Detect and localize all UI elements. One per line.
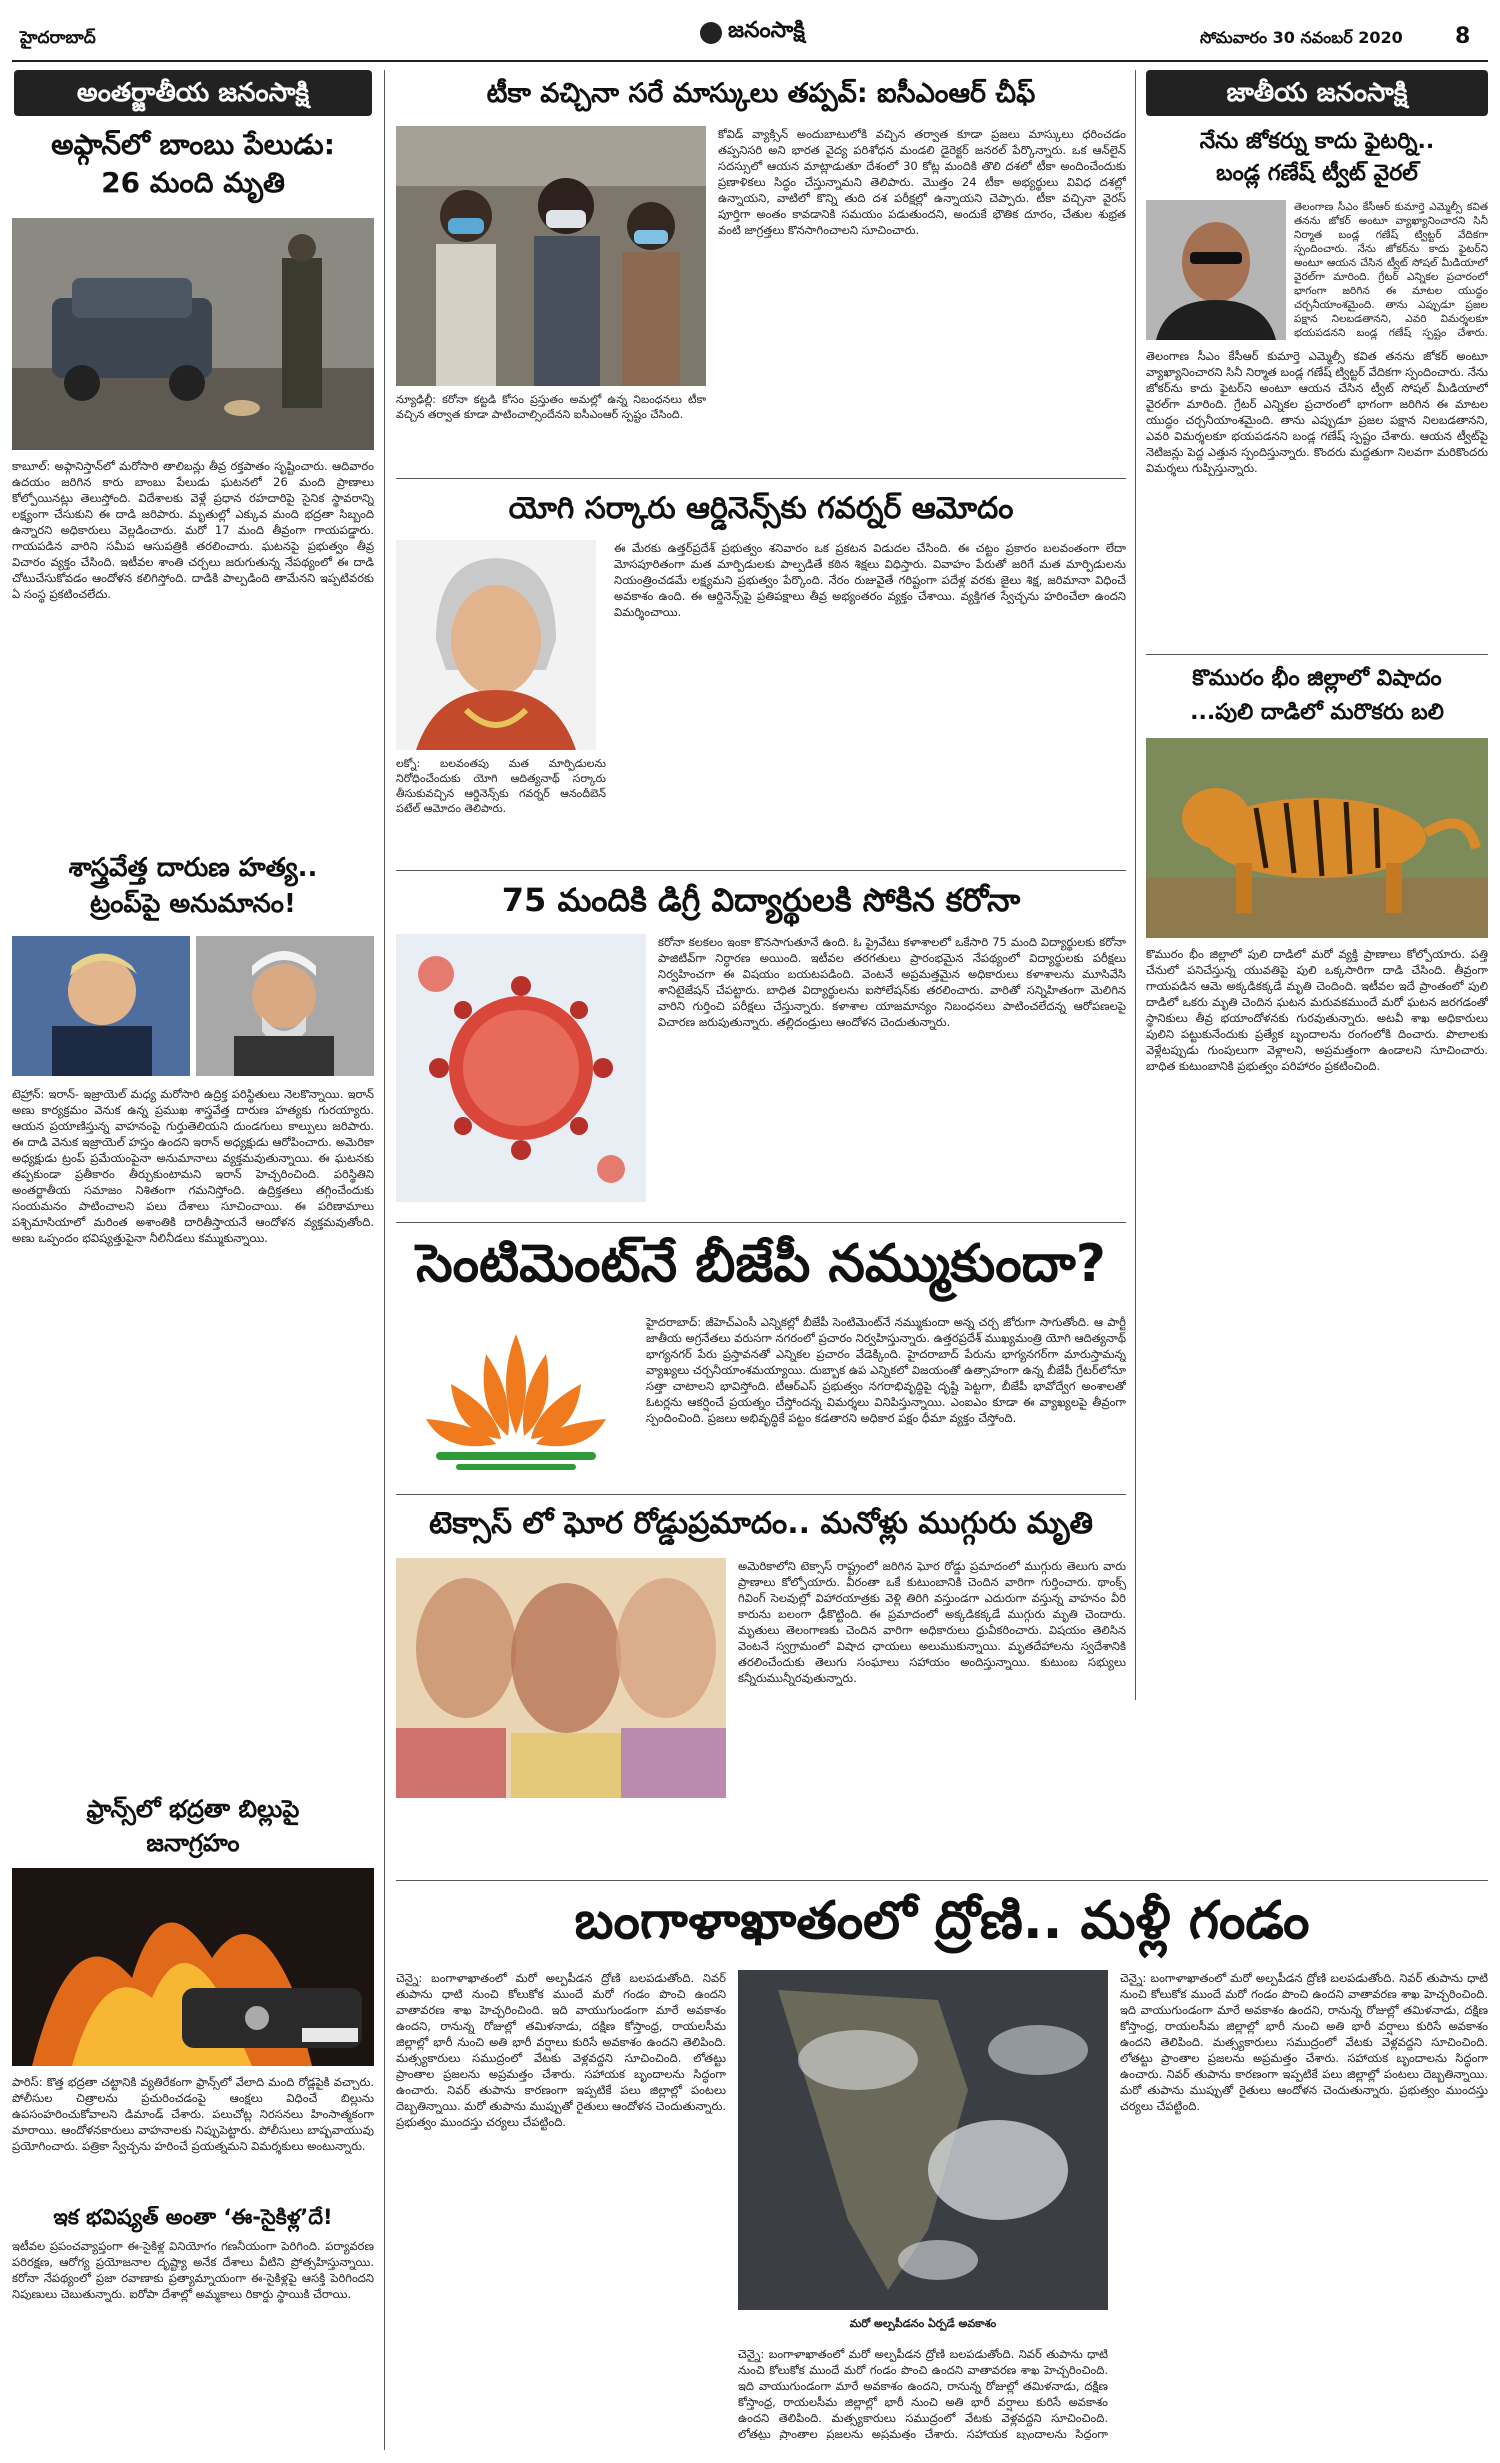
rule-cyclone-top [396, 1880, 1488, 1881]
photo-masked-crowd [396, 126, 706, 386]
photo-governor-portrait [396, 540, 596, 750]
story-cyclone-headline: బంగాళాఖాతంలో ద్రోణి.. మళ్లీ గండం [574, 1891, 1310, 1951]
section-tag-national: జాతీయ జనంసాక్షి [1146, 70, 1488, 116]
story-bandla-headline [1146, 126, 1488, 190]
rule-3 [396, 1222, 1126, 1223]
story-tiger-headline [1146, 662, 1488, 730]
photo-coronavirus [396, 934, 646, 1202]
story-bandla-body-cont: తెలంగాణ సీఎం కేసీఆర్ కుమార్తె ఎమ్మెల్సీ కవిత తనను జోకర్ అంటూ వ్యాఖ్యానించారని సినీ నిర్మాత బండ్ల గణేష్ ట్విట్టర్ వేదికగా స్పందించారు. నేను జోకర్‌ను కాదు ఫైటర్‌ని అంటూ ఆయన చేసిన ట్వీట్ సోషల్ మీడియాలో వైరల్‌గా మారింది. గ్రేటర్ ఎన్నికల ప్రచారంలో భాగంగా జరిగిన ఈ మాటల యుద్ధం చర్చనీయాంశమైంది. తాను ఎప్పుడూ ప్రజల పక్షాన నిలబడతానని, ఎవరి విమర్శలకూ భయపడనని బండ్ల గణేష్ స్పష్టం చేశారు. ఆయన ట్వీట్‌పై నెటిజన్లు పెద్ద ఎత్తున స్పందిస్తున్నారు. కొందరు మద్దతుగా నిలవగా మరికొందరు విమర్శలు గుప్పిస్తున్నారు. [1146, 349, 1488, 475]
right-column [1146, 70, 1488, 1710]
story-cyclone-body-mid: చెన్నై: బంగాళాఖాతంలో మరో అల్పపీడన ద్రోణి బలపడుతోంది. నివర్ తుపాను ధాటి నుంచి కోలుకోక ముందే మరో గండం పొంచి ఉందని వాతావరణ శాఖ హెచ్చరించింది. ఇది వాయుగుండంగా మారే అవకాశం ఉందని, రానున్న రోజుల్లో తమిళనాడు, దక్షిణ కోస్తాంధ్ర, రాయలసీమ జిల్లాల్లో భారీ నుంచి అతి భారీ వర్షాలు కురిసే అవకాశం ఉందని తెలిపింది. మత్స్యకారులు సముద్రంలో వేటకు వెళ్లవద్దని సూచించింది. లోతట్టు ప్రాంతాల ప్రజలను అప్రమత్తం చేశారు. సహాయక బృందాలను సిద్ధంగా [738, 2347, 1108, 2440]
story-france-headline-line1: ఫ్రాన్స్‌లో భద్రతా బిల్లుపై [86, 1795, 300, 1823]
story-tiger-headline-line1: కొమురం భీం జిల్లాలో విషాదం [1192, 666, 1442, 691]
story-tiger-headline-line2: ...పులి దాడిలో మరొకరు బలి [1190, 700, 1444, 725]
photo-bandla-ganesh [1146, 200, 1286, 340]
story-ecycle-body: ఇటీవల ప్రపంచవ్యాప్తంగా ఈ-సైకిళ్ల వినియోగం గణనీయంగా పెరిగింది. పర్యావరణ పరిరక్షణ, ఆరోగ్య ప్రయోజనాల దృష్ట్యా అనేక దేశాలు వీటిని ప్రోత్సహిస్తున్నాయి. కరోనా నేపథ్యంలో ప్రజా రవాణాకు ప్రత్యామ్నాయంగా ఈ-సైకిళ్లపై ఆసక్తి పెరిగిందని నిపుణులు చెబుతున్నారు. ఐరోపా దేశాల్లో అమ్మకాలు రికార్డు స్థాయికి చేరాయి. [12, 2239, 374, 2301]
story-icmr-body: కోవిడ్ వ్యాక్సిన్ అందుబాటులోకి వచ్చిన తర్వాత కూడా ప్రజలు మాస్కులు ధరించడం తప్పనిసరి అని భారత వైద్య పరిశోధన మండలి డైరెక్టర్ జనరల్ పేర్కొన్నారు. ఒక ఆన్‌లైన్ సదస్సులో ఆయన మాట్లాడుతూ దేశంలో 30 కోట్ల మందికి తొలి దశలో టీకా అందించేందుకు ప్రణాళికలు సిద్ధం చేస్తున్నామని తెలిపారు. మొత్తం 24 టీకా అభ్యర్థులు వివిధ దశల్లో ఉన్నాయని, వాటిలో కొన్ని తుది దశ పరీక్షల్లో ఉన్నాయని చెప్పారు. టీకా వచ్చినా వైరస్ పూర్తిగా అంతం కావడానికి సమయం పడుతుందని, అందుకే భౌతిక దూరం, చేతుల శుభ్రత వంటి జాగ్రత్తలు కొనసాగించాలని సూచించారు. [718, 127, 1126, 237]
masthead [700, 18, 805, 48]
story-yogi-headline: యోగి సర్కారు ఆర్డినెన్స్‌కు గవర్నర్ ఆమోదం [508, 491, 1014, 526]
story-cyclone-body-left: చెన్నై: బంగాళాఖాతంలో మరో అల్పపీడన ద్రోణి బలపడుతోంది. నివర్ తుపాను ధాటి నుంచి కోలుకోక ముందే మరో గండం పొంచి ఉందని వాతావరణ శాఖ హెచ్చరించింది. ఇది వాయుగుండంగా మారే అవకాశం ఉందని, రానున్న రోజుల్లో తమిళనాడు, దక్షిణ కోస్తాంధ్ర, రాయలసీమ జిల్లాల్లో భారీ నుంచి అతి భారీ వర్షాలు కురిసే అవకాశం ఉందని తెలిపింది. మత్స్యకారులు సముద్రంలో వేటకు వెళ్లవద్దని సూచించింది. లోతట్టు ప్రాంతాల ప్రజలను అప్రమత్తం చేశారు. సహాయక బృందాలను సిద్ధంగా ఉంచారు. నివర్ తుపాను కారణంగా ఇప్పటికే పలు జిల్లాల్లో పంటలు దెబ్బతిన్నాయి. మరో తుపాను ముప్పుతో రైతులు ఆందోళన చెందుతున్నారు. ప్రభుత్వం ముందస్తు చర్యలు చేపట్టింది. [396, 1971, 726, 2129]
story-ecycle-headline: ఇక భవిష్యత్ అంతా ‘ఈ-సైకిళ్ల’దే! [53, 2205, 333, 2229]
photo-accident-victims [396, 1558, 726, 1798]
story-icmr-headline: టీకా వచ్చినా సరే మాస్కులు తప్పవ్: ఐసీఎంఆర్ చీఫ్ [486, 78, 1036, 109]
story-bjp-headline: సెంటిమెంట్‌నే బీజేపీ నమ్ముకుందా? [416, 1234, 1106, 1294]
rule-4 [396, 1494, 1126, 1495]
bjp-lotus-logo [396, 1314, 636, 1484]
cyclone-story [396, 1880, 1488, 2450]
header-location: హైదరాబాద్ [20, 28, 96, 48]
rule-1 [396, 478, 1126, 479]
story-afghan-body: కాబూల్: అఫ్గానిస్తాన్‌లో మరోసారి తాలిబన్లు తీవ్ర రక్తపాతం సృష్టించారు. ఆదివారం ఉదయం జరిగిన కారు బాంబు పేలుడు ఘటనలో 26 మంది ప్రాణాలు కోల్పోయినట్లు తెలుస్తోంది. విదేశాలకు వెళ్లే ప్రధాన రహదారిపై సైనిక స్థావరాన్ని లక్ష్యంగా చేసుకుని ఈ దాడి జరిపారు. మృతుల్లో ఎక్కువ మంది భద్రతా సిబ్బంది ఉన్నారని అధికారులు వెల్లడించారు. మరో 17 మంది తీవ్రంగా గాయపడ్డారు. గాయపడిన వారిని సమీప ఆసుపత్రికి తరలించారు. ఘటనపై ప్రభుత్వం తీవ్ర విచారం వ్యక్తం చేసింది. ఇటీవల శాంతి చర్చలు జరుగుతున్న నేపథ్యంలో ఈ దాడి చోటుచేసుకోవడం ఆందోళన కలిగిస్తోంది. దాడికి పాల్పడింది తామేనని ఇప్పటివరకు ఏ సంస్థ ప్రకటించలేదు. [12, 459, 374, 601]
photo-trump-rouhani [12, 936, 374, 1076]
photo-satellite-map [738, 1970, 1108, 2310]
story-texas-headline: టెక్సాస్ లో ఘోర రోడ్డుప్రమాదం.. మనోళ్లు ముగ్గురు మృతి [429, 1506, 1093, 1541]
story-cyclone-body-right: చెన్నై: బంగాళాఖాతంలో మరో అల్పపీడన ద్రోణి బలపడుతోంది. నివర్ తుపాను ధాటి నుంచి కోలుకోక ముందే మరో గండం పొంచి ఉందని వాతావరణ శాఖ హెచ్చరించింది. ఇది వాయుగుండంగా మారే అవకాశం ఉందని, రానున్న రోజుల్లో తమిళనాడు, దక్షిణ కోస్తాంధ్ర, రాయలసీమ జిల్లాల్లో భారీ నుంచి అతి భారీ వర్షాలు కురిసే అవకాశం ఉందని తెలిపింది. మత్స్యకారులు సముద్రంలో వేటకు వెళ్లవద్దని సూచించింది. లోతట్టు ప్రాంతాల ప్రజలను అప్రమత్తం చేశారు. సహాయక బృందాలను సిద్ధంగా ఉంచారు. నివర్ తుపాను కారణంగా ఇప్పటికే పలు జిల్లాల్లో పంటలు దెబ్బతిన్నాయి. మరో తుపాను ముప్పుతో రైతులు ఆందోళన చెందుతున్నారు. ప్రభుత్వం ముందస్తు చర్యలు చేపట్టింది. [1120, 1971, 1488, 2113]
story-scientist-headline [12, 850, 374, 922]
story-scientist-body: టెహ్రాన్: ఇరాన్- ఇజ్రాయెల్ మధ్య మరోసారి ఉద్రిక్త పరిస్థితులు నెలకొన్నాయి. ఇరాన్ అణు కార్యక్రమం వెనుక ఉన్న ప్రముఖ శాస్త్రవేత్త దారుణ హత్యకు గురయ్యారు. ఆయన ప్రయాణిస్తున్న వాహనంపై గుర్తుతెలియని దుండగులు కాల్పులు జరిపారు. ఈ దాడి వెనుక ఇజ్రాయెల్ హస్తం ఉందని ఇరాన్ అధ్యక్షుడు ఆరోపించారు. అమెరికా అధ్యక్షుడు ట్రంప్ ప్రమేయంపైనా అనుమానాలు వ్యక్తమవుతున్నాయి. ఈ ఘటనకు తప్పకుండా ప్రతీకారం తీర్చుకుంటామని ఇరాన్ హెచ్చరించింది. పరిస్థితిని అంతర్జాతీయ సమాజం నిశితంగా గమనిస్తోంది. ఉద్రిక్తతలు తగ్గించేందుకు సంయమనం పాటించాలని పలు దేశాలు సూచించాయి. ఈ పరిణామాలు పశ్చిమాసియాలో మరింత అశాంతికి దారితీస్తాయనే ఆందోళన వ్యక్తమవుతోంది. అణు ఒప్పందం భవిష్యత్తుపైనా నీలినీడలు కమ్ముకున్నాయి. [12, 1087, 374, 1245]
story-afghan-headline-line2: 26 మంది మృతి [101, 166, 285, 199]
header-date: సోమవారం 30 నవంబర్ 2020 [1200, 28, 1403, 47]
story-covid-students-headline: 75 మందికి డిగ్రీ విద్యార్థులకి సోకిన కరోనా [501, 881, 1021, 919]
masthead-logo-icon [700, 22, 722, 44]
page-number: 8 [1455, 24, 1471, 49]
story-covid-students-body: కరోనా కలకలం ఇంకా కొనసాగుతూనే ఉంది. ఓ ప్రైవేటు కళాశాలలో ఒకేసారి 75 మంది విద్యార్థులకు కరోనా పాజిటివ్‌గా నిర్ధారణ అయింది. ఇటీవల తరగతులు ప్రారంభమైన నేపథ్యంలో విద్యార్థులకు పరీక్షలు నిర్వహించగా ఈ విషయం బయటపడింది. వెంటనే అప్రమత్తమైన అధికారులు కళాశాలను మూసివేసి శానిటైజేషన్ చేపట్టారు. బాధిత విద్యార్థులను ఐసోలేషన్‌కు తరలించారు. వారితో సన్నిహితంగా మెలిగిన వారిని గుర్తించి పరీక్షలు చేస్తున్నారు. కళాశాల యాజమాన్యం నిబంధనలు పాటించలేదన్న ఆరోపణలపై విచారణ జరుపుతున్నారు. తల్లిదండ్రులు ఆందోళన చెందుతున్నారు. [658, 935, 1126, 1029]
story-texas-body: అమెరికాలోని టెక్సాస్ రాష్ట్రంలో జరిగిన ఘోర రోడ్డు ప్రమాదంలో ముగ్గురు తెలుగు వారు ప్రాణాలు కోల్పోయారు. వీరంతా ఒకే కుటుంబానికి చెందిన వారిగా గుర్తించారు. థాంక్స్ గివింగ్ సెలవుల్లో విహారయాత్రకు వెళ్లి తిరిగి వస్తుండగా ఎదురుగా వస్తున్న వాహనం వీరి కారును బలంగా ఢీకొట్టింది. ఈ ప్రమాదంలో అక్కడికక్కడే ముగ్గురు మృతి చెందారు. మృతులు తెలంగాణకు చెందిన వారిగా అధికారులు ధ్రువీకరించారు. విషయం తెలిసిన వెంటనే స్వగ్రామంలో విషాద ఛాయలు అలుముకున్నాయి. మృతదేహాలను స్వదేశానికి తరలించేందుకు తెలుగు సంఘాలు సహాయం అందిస్తున్నాయి. కుటుంబ సభ్యులు కన్నీరుమున్నీరవుతున్నారు. [738, 1559, 1126, 1685]
section-tag-international: అంతర్జాతీయ జనంసాక్షి [14, 70, 372, 116]
photo-satellite-caption: మరో అల్పపీడనం ఏర్పడే అవకాశం [849, 2317, 997, 2330]
story-bandla-headline-line2: బండ్ల గణేష్ ట్వీట్ వైరల్ [1216, 161, 1418, 186]
photo-blast-vehicle [12, 218, 374, 450]
story-bandla-headline-line1: నేను జోకర్ను కాదు ఫైటర్ని.. [1199, 129, 1435, 154]
page-header [0, 0, 1500, 62]
photo-governor-caption: లక్నో: బలవంతపు మత మార్పిడులను నిరోధించేందుకు యోగి ఆదిత్యనాథ్ సర్కారు తీసుకువచ్చిన ఆర్డినెన్స్‌కు గవర్నర్ ఆనందీబెన్ పటేల్ ఆమోదం తెలిపారు. [396, 757, 606, 815]
story-tiger-body: కొమురం భీం జిల్లాలో పులి దాడిలో మరో వ్యక్తి ప్రాణాలు కోల్పోయారు. పత్తి చేనులో పనిచేస్తున్న యువతిపై పులి ఒక్కసారిగా దాడి చేసింది. తీవ్రంగా గాయపడిన ఆమె అక్కడికక్కడే మృతి చెందింది. ఇటీవల ఇదే ప్రాంతంలో పులి దాడిలో ఒకరు మృతి చెందిన ఘటన మరువకముందే మరో ఘటన జరగడంతో స్థానికులు తీవ్ర భయాందోళనకు గురవుతున్నారు. అటవీ శాఖ అధికారులు పులిని పట్టుకునేందుకు ప్రత్యేక బృందాలను రంగంలోకి దించారు. పొలాలకు వెళ్లేటప్పుడు గుంపులుగా వెళ్లాలని, అప్రమత్తంగా ఉండాలని సూచించారు. బాధిత కుటుంబానికి ప్రభుత్వం పరిహారం ప్రకటించింది. [1146, 947, 1488, 1073]
masthead-title: జనంసాక్షి [728, 18, 805, 43]
story-bjp-body: హైదరాబాద్: జీహెచ్ఎంసీ ఎన్నికల్లో బీజేపీ సెంటిమెంట్‌నే నమ్ముకుందా అన్న చర్చ జోరుగా సాగుతోంది. ఆ పార్టీ జాతీయ అగ్రనేతలు వరుసగా నగరంలో ప్రచారం నిర్వహిస్తున్నారు. ఉత్తరప్రదేశ్ ముఖ్యమంత్రి యోగి ఆదిత్యనాథ్ భాగ్యనగర్ పేరు ప్రస్తావనతో ఎన్నికల ప్రచారం వేడెక్కింది. హైదరాబాద్ పేరును భాగ్యనగర్‌గా మారుస్తామన్న వ్యాఖ్యలు చర్చనీయాంశమయ్యాయి. దుబ్బాక ఉప ఎన్నికలో విజయంతో ఉత్సాహంగా ఉన్న బీజేపీ గ్రేటర్‌లోనూ సత్తా చాటాలని భావిస్తోంది. టీఆర్ఎస్ ప్రభుత్వం నగరాభివృద్ధిపై దృష్టి పెట్టగా, బీజేపీ భావోద్వేగ అంశాలతో ఓటర్లను ఆకర్షించే ప్రయత్నం చేస్తోందన్న విమర్శలు వినిపిస్తున్నాయి. ఎంఐఎం కూడా ఈ వ్యాఖ్యలపై తీవ్రంగా స్పందించింది. ప్రజలు అభివృద్ధికే పట్టం కడతారని అధికార పక్షం ధీమా వ్యక్తం చేస్తోంది. [646, 1315, 1126, 1425]
story-afghan-headline [12, 126, 374, 202]
story-france-headline-line2: జనాగ్రహం [146, 1829, 240, 1857]
column-rule-left [384, 70, 385, 2450]
column-rule-right [1135, 70, 1136, 1700]
photo-burning-car [12, 1868, 374, 2066]
story-bandla-body: తెలంగాణ సీఎం కేసీఆర్ కుమార్తె ఎమ్మెల్సీ కవిత తనను జోకర్ అంటూ వ్యాఖ్యానించారని సినీ నిర్మాత బండ్ల గణేష్ ట్విట్టర్ వేదికగా స్పందించారు. నేను జోకర్‌ను కాదు ఫైటర్‌ని అంటూ ఆయన చేసిన ట్వీట్ సోషల్ మీడియాలో వైరల్‌గా మారింది. గ్రేటర్ ఎన్నికల ప్రచారంలో భాగంగా జరిగిన ఈ మాటల యుద్ధం చర్చనీయాంశమైంది. తాను ఎప్పుడూ ప్రజల పక్షాన నిలబడతానని, ఎవరి విమర్శలకూ భయపడనని బండ్ల గణేష్ స్పష్టం చేశారు. [1294, 201, 1488, 339]
story-france-headline [12, 1792, 374, 1860]
story-france-body: పారిస్: కొత్త భద్రతా చట్టానికి వ్యతిరేకంగా ఫ్రాన్స్‌లో వేలాది మంది రోడ్లపైకి వచ్చారు. పోలీసుల చిత్రాలను ప్రచురించడంపై ఆంక్షలు విధించే బిల్లును ఉపసంహరించుకోవాలని డిమాండ్ చేశారు. పలుచోట్ల నిరసనలు హింసాత్మకంగా మారాయి. ఆందోళనకారులు వాహనాలకు నిప్పుపెట్టారు. పోలీసులు బాష్పవాయువు ప్రయోగించారు. పత్రికా స్వేచ్ఛను హరించే ప్రయత్నమని విమర్శకులు అంటున్నారు. [12, 2075, 374, 2153]
rule-2 [396, 870, 1126, 871]
left-column [12, 70, 374, 2450]
story-scientist-headline-line1: శాస్త్రవేత్త దారుణ హత్య.. [68, 853, 318, 883]
story-scientist-headline-line2: ట్రంప్‌పై అనుమానం! [90, 889, 296, 919]
photo-masked-crowd-caption: న్యూఢిల్లీ: కరోనా కట్టడి కోసం ప్రస్తుతం అమల్లో ఉన్న నిబంధనలు టీకా వచ్చిన తర్వాత కూడా పాటించాల్సిందేనని ఐసీఎంఆర్ స్పష్టం చేసింది. [396, 393, 706, 421]
rule-right-1 [1146, 654, 1488, 655]
story-afghan-headline-line1: అఫ్గాన్‌లో బాంబు పేలుడు: [51, 128, 335, 161]
photo-tiger [1146, 738, 1488, 938]
header-rule [12, 60, 1488, 62]
story-yogi-body: ఈ మేరకు ఉత్తర్‌ప్రదేశ్ ప్రభుత్వం శనివారం ఒక ప్రకటన విడుదల చేసింది. ఈ చట్టం ప్రకారం బలవంతంగా లేదా మోసపూరితంగా మత మార్పిడులకు పాల్పడితే కఠిన శిక్షలు విధిస్తారు. వివాహం పేరుతో జరిగే మత మార్పిడులను నియంత్రించడమే లక్ష్యమని ప్రభుత్వం పేర్కొంది. నేరం రుజువైతే గరిష్టంగా పదేళ్ల వరకు జైలు శిక్ష, జరిమానా విధించే అవకాశం ఉంది. ఈ ఆర్డినెన్స్‌పై ప్రతిపక్షాలు తీవ్ర అభ్యంతరం వ్యక్తం చేశాయి. వ్యక్తిగత స్వేచ్ఛను హరించేలా ఉందని విమర్శించాయి. [614, 541, 1126, 619]
